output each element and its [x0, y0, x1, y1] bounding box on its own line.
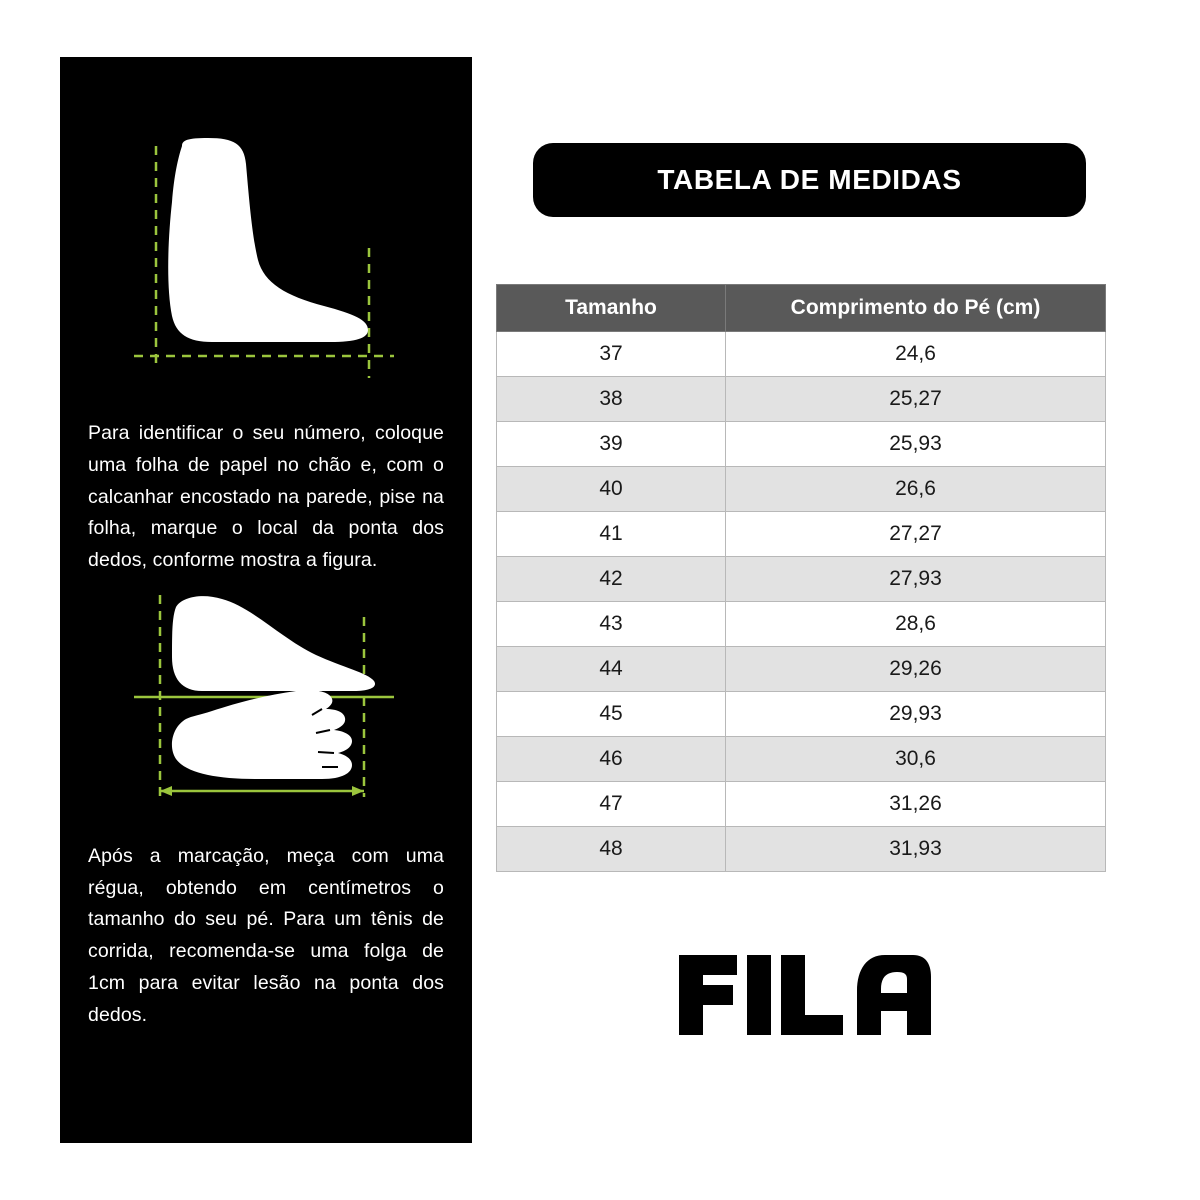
table-row [497, 782, 1106, 827]
cell-length: 30,6 [726, 737, 1106, 782]
cell-length: 31,93 [726, 827, 1106, 872]
foot-top-view-figure [88, 587, 444, 817]
cell-length: 28,6 [726, 602, 1106, 647]
column-header-size: Tamanho [497, 285, 726, 332]
cell-size: 47 [497, 782, 726, 827]
cell-length: 31,26 [726, 782, 1106, 827]
instruction-text-two: Após a marcação, meça com uma régua, obtendo em centímetros o tamanho do seu pé. Para um tênis de corrida, recomenda-se uma folga de 1cm para evitar lesão na ponta dos dedos. [88, 844, 444, 1026]
table-row [497, 602, 1106, 647]
table-row [497, 332, 1106, 377]
fila-logo-icon [675, 947, 935, 1043]
table-row [497, 557, 1106, 602]
cell-length: 25,27 [726, 377, 1106, 422]
cell-length: 25,93 [726, 422, 1106, 467]
cell-size: 42 [497, 557, 726, 602]
cell-length: 27,93 [726, 557, 1106, 602]
table-row [497, 377, 1106, 422]
brand-logo [660, 940, 950, 1050]
cell-size: 43 [497, 602, 726, 647]
table-row [497, 647, 1106, 692]
chart-title-banner [533, 143, 1086, 217]
cell-size: 38 [497, 377, 726, 422]
cell-size: 45 [497, 692, 726, 737]
foot-side-view-figure [88, 125, 444, 400]
cell-size: 40 [497, 467, 726, 512]
cell-size: 37 [497, 332, 726, 377]
table-row [497, 467, 1106, 512]
cell-length: 29,93 [726, 692, 1106, 737]
foot-top-view-diagram [116, 587, 416, 817]
page-title: TABELA DE MEDIDAS [657, 164, 962, 195]
cell-length: 26,6 [726, 467, 1106, 512]
cell-size: 46 [497, 737, 726, 782]
cell-length: 27,27 [726, 512, 1106, 557]
foot-side-view-diagram [116, 128, 416, 398]
instructions-panel [60, 57, 472, 1143]
cell-length: 24,6 [726, 332, 1106, 377]
instruction-text-one: Para identificar o seu número, coloque uma folha de papel no chão e, com o calcanhar encostado na parede, pise na folha, marque o local da ponta dos dedos, conforme mostra a figura. [88, 422, 444, 572]
table-row [497, 512, 1106, 557]
cell-size: 48 [497, 827, 726, 872]
table-row [497, 692, 1106, 737]
size-table [496, 284, 1106, 872]
cell-size: 41 [497, 512, 726, 557]
table-row [497, 422, 1106, 467]
table-row [497, 827, 1106, 872]
cell-size: 44 [497, 647, 726, 692]
table-row [497, 737, 1106, 782]
cell-size: 39 [497, 422, 726, 467]
column-header-length: Comprimento do Pé (cm) [726, 285, 1106, 332]
table-header-row [497, 285, 1106, 332]
cell-length: 29,26 [726, 647, 1106, 692]
